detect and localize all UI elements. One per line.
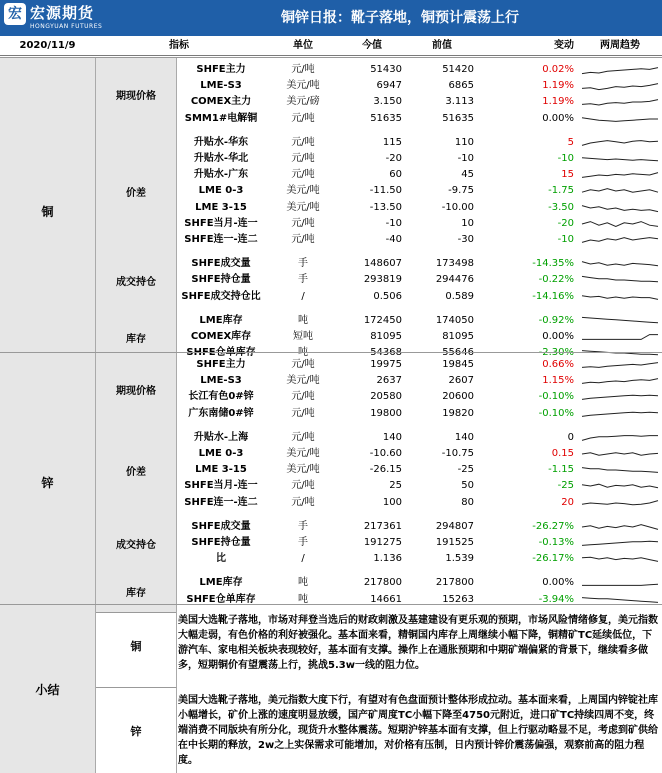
indicator-name: 广东南储0#锌 xyxy=(188,407,254,419)
table-row xyxy=(176,329,662,345)
copper-group-label: 库存 xyxy=(96,309,177,367)
change-value: -10 xyxy=(557,234,574,245)
indicator-name: SMM1#电解铜 xyxy=(184,112,258,124)
trend-line xyxy=(582,453,658,455)
prev-value: 19845 xyxy=(442,359,474,370)
indicator-unit: 元/吨 xyxy=(291,359,315,370)
today-value: 148607 xyxy=(363,258,402,270)
today-value: 2637 xyxy=(376,375,402,387)
copper-metal-label: 铜 xyxy=(0,58,96,365)
zinc-group-label: 价差 xyxy=(96,426,177,516)
today-value: 115 xyxy=(382,136,402,148)
trend-sparkline xyxy=(580,152,660,166)
indicator-unit: / xyxy=(301,290,305,302)
today-value: 0.506 xyxy=(373,290,402,302)
prev-value: 50 xyxy=(461,480,474,492)
indicator-unit: 元/吨 xyxy=(291,234,315,245)
trend-line xyxy=(582,541,658,545)
summary-label: 小结 xyxy=(0,605,96,773)
prev-value: 6865 xyxy=(448,80,474,92)
change-value: 15 xyxy=(561,169,574,181)
today-value: 6947 xyxy=(376,80,402,92)
trend-line xyxy=(582,205,658,211)
table-row xyxy=(176,200,662,216)
indicator-name: SHFE主力 xyxy=(196,359,246,370)
trend-line xyxy=(582,500,658,504)
table-row xyxy=(176,135,662,151)
table-row xyxy=(176,94,662,110)
trend-sparkline xyxy=(580,520,660,534)
report-title: 铜锌日报：靴子落地，铜预计震荡上行 xyxy=(281,10,519,26)
column-today: 今值 xyxy=(362,40,382,51)
trend-sparkline xyxy=(580,330,660,344)
logo-mark-icon: 宏 xyxy=(4,3,26,25)
trend-line xyxy=(582,221,658,226)
prev-value: 19820 xyxy=(442,407,474,419)
trend-line xyxy=(582,295,658,299)
indicator-name: SHFE成交量 xyxy=(191,258,251,270)
trend-sparkline xyxy=(580,407,660,421)
trend-line xyxy=(582,468,658,473)
trend-sparkline xyxy=(580,496,660,510)
zinc-group-label: 库存 xyxy=(96,571,177,612)
trend-line xyxy=(582,262,658,266)
change-value: -0.13% xyxy=(538,537,574,548)
change-value: 0.02% xyxy=(542,64,574,75)
summary-copper-label: 铜 xyxy=(96,605,177,688)
trend-line xyxy=(582,585,658,586)
indicator-name: LME 3-15 xyxy=(195,464,247,476)
change-value: -2.30% xyxy=(538,347,574,359)
column-unit: 单位 xyxy=(293,40,313,51)
indicator-unit: 手 xyxy=(298,258,308,270)
change-value: -26.27% xyxy=(532,520,574,532)
trend-sparkline xyxy=(580,168,660,182)
trend-line xyxy=(582,396,658,400)
trend-line xyxy=(582,189,658,193)
indicator-unit: 美元/吨 xyxy=(286,201,320,213)
today-value: 217800 xyxy=(363,577,402,589)
trend-sparkline xyxy=(580,257,660,271)
indicator-unit: 元/吨 xyxy=(291,431,315,443)
today-value: -20 xyxy=(385,153,402,164)
trend-sparkline xyxy=(580,576,660,590)
change-value: -3.94% xyxy=(538,593,574,605)
column-prev: 前值 xyxy=(432,40,452,51)
change-value: -0.10% xyxy=(538,391,574,403)
indicator-name: LME 0-3 xyxy=(198,185,244,197)
column-trend: 两周趋势 xyxy=(600,40,640,51)
indicator-unit: 手 xyxy=(298,537,308,548)
today-value: -26.15 xyxy=(369,464,402,476)
copper-group-label: 期现价格 xyxy=(96,58,177,132)
prev-value: 1.539 xyxy=(445,553,474,565)
trend-sparkline xyxy=(580,95,660,109)
table-row xyxy=(176,313,662,329)
indicator-unit: 元/吨 xyxy=(291,407,315,419)
indicator-name: SHFE连一-连二 xyxy=(184,496,258,508)
indicator-name: LME 0-3 xyxy=(198,448,244,459)
trend-line xyxy=(582,68,658,74)
change-value: -14.16% xyxy=(532,290,574,302)
indicator-name: COMEX库存 xyxy=(190,331,252,342)
table-row xyxy=(176,216,662,232)
summary-copper-text: 美国大选靴子落地，市场对拜登当选后的财政刺激及基建建设有更乐观的预期，市场风险情绪修复，美元指数大幅走弱，有色价格的利好被强化。基本面来看，精铜国内库存上周继续小幅下降，铜精矿TC延续低位，下游汽车、家电相关板块表现较好，基本面有支撑。操作上在通胀预期和中期矿端偏紧的背景下，继续看多做多，短期铜价有望震荡上行，挑战5.3w一线的阻力位。 xyxy=(178,615,658,671)
trend-sparkline xyxy=(580,536,660,550)
indicator-name: SHFE持仓量 xyxy=(191,274,251,286)
table-row xyxy=(176,272,662,288)
indicator-name: SHFE主力 xyxy=(196,64,246,75)
trend-sparkline xyxy=(580,552,660,566)
prev-value: -10.00 xyxy=(441,201,474,213)
today-value: 217361 xyxy=(363,520,402,532)
table-row xyxy=(176,551,662,567)
trend-sparkline xyxy=(580,431,660,445)
table-row xyxy=(176,232,662,248)
indicator-name: LME-S3 xyxy=(200,375,242,387)
prev-value: 45 xyxy=(461,169,474,181)
change-value: 5 xyxy=(567,136,574,148)
table-row xyxy=(176,62,662,78)
table-row xyxy=(176,111,662,127)
prev-value: 3.113 xyxy=(445,96,474,108)
indicator-name: SHFE成交量 xyxy=(191,520,251,532)
indicator-unit: 吨 xyxy=(298,314,308,326)
today-value: 19975 xyxy=(370,359,402,370)
trend-line xyxy=(582,524,658,529)
indicator-name: LME库存 xyxy=(199,314,243,326)
today-value: 51635 xyxy=(370,112,402,124)
trend-line xyxy=(582,363,658,368)
today-value: 293819 xyxy=(363,274,402,286)
prev-value: 2607 xyxy=(448,375,474,387)
change-value: 0.00% xyxy=(542,331,574,342)
trend-sparkline xyxy=(580,79,660,93)
indicator-name: 升贴水-广东 xyxy=(193,169,249,181)
prev-value: 15263 xyxy=(442,593,474,605)
indicator-name: SHFE持仓量 xyxy=(191,537,251,548)
table-row xyxy=(176,446,662,462)
today-value: 54368 xyxy=(370,347,402,359)
zinc-metal-label: 锌 xyxy=(0,353,96,612)
table-row xyxy=(176,167,662,183)
indicator-unit: 元/吨 xyxy=(291,391,315,403)
indicator-unit: 元/吨 xyxy=(291,64,315,75)
table-row xyxy=(176,430,662,446)
today-value: -11.50 xyxy=(369,185,402,197)
indicator-name: 比 xyxy=(216,553,226,565)
prev-value: 294476 xyxy=(435,274,474,286)
change-value: -3.50 xyxy=(548,201,574,213)
indicator-unit: 元/吨 xyxy=(291,169,315,181)
prev-value: 81095 xyxy=(442,331,474,342)
indicator-unit: 美元/吨 xyxy=(286,80,320,92)
today-value: 20580 xyxy=(370,391,402,403)
prev-value: 294807 xyxy=(435,520,474,532)
table-row xyxy=(176,462,662,478)
indicator-unit: 元/吨 xyxy=(291,480,315,492)
prev-value: 173498 xyxy=(435,258,474,270)
change-value: 1.15% xyxy=(542,375,574,387)
table-row xyxy=(176,495,662,511)
prev-value: -10 xyxy=(457,153,474,164)
summary-zinc-label: 锌 xyxy=(96,688,177,773)
indicator-name: 升贴水-华北 xyxy=(193,153,249,164)
indicator-unit: 吨 xyxy=(298,593,308,605)
prev-value: -10.75 xyxy=(441,448,474,459)
change-value: -10 xyxy=(557,153,574,164)
table-row xyxy=(176,575,662,591)
today-value: 81095 xyxy=(370,331,402,342)
indicator-name: LME库存 xyxy=(199,577,243,589)
today-value: 60 xyxy=(389,169,402,181)
trend-line xyxy=(582,173,658,178)
summary-section xyxy=(0,604,662,773)
trend-sparkline xyxy=(580,233,660,247)
indicator-unit: 手 xyxy=(298,520,308,532)
change-value: -0.92% xyxy=(538,314,574,326)
trend-sparkline xyxy=(580,217,660,231)
indicator-name: 升贴水-华东 xyxy=(193,136,249,148)
prev-value: 140 xyxy=(454,431,474,443)
indicator-name: COMEX主力 xyxy=(190,96,252,108)
change-value: -1.15 xyxy=(548,464,574,476)
table-row xyxy=(176,373,662,389)
indicator-name: SHFE当月-连一 xyxy=(184,217,258,229)
indicator-name: LME-S3 xyxy=(200,80,242,92)
change-value: -26.17% xyxy=(532,553,574,565)
today-value: -10 xyxy=(385,217,402,229)
indicator-unit: 美元/磅 xyxy=(286,96,320,108)
trend-sparkline xyxy=(580,136,660,150)
indicator-unit: 美元/吨 xyxy=(286,185,320,197)
indicator-unit: 美元/吨 xyxy=(286,375,320,387)
change-value: -0.10% xyxy=(538,407,574,419)
trend-sparkline xyxy=(580,314,660,328)
indicator-unit: 元/吨 xyxy=(291,136,315,148)
indicator-name: 长江有色0#锌 xyxy=(188,391,254,403)
indicator-unit: 吨 xyxy=(298,577,308,589)
prev-value: -30 xyxy=(457,234,474,245)
report-header xyxy=(0,0,662,36)
indicator-unit: 短吨 xyxy=(293,331,313,342)
trend-line xyxy=(582,100,658,105)
table-row xyxy=(176,535,662,551)
trend-sparkline xyxy=(580,447,660,461)
change-value: 1.19% xyxy=(542,80,574,92)
today-value: 172450 xyxy=(363,314,402,326)
table-row xyxy=(176,478,662,494)
indicator-unit: 元/吨 xyxy=(291,153,315,164)
trend-line xyxy=(582,379,658,384)
prev-value: 110 xyxy=(454,136,474,148)
trend-line xyxy=(582,238,658,243)
trend-sparkline xyxy=(580,390,660,404)
change-value: 0.00% xyxy=(542,112,574,124)
table-row xyxy=(176,256,662,272)
trend-line xyxy=(582,412,658,416)
today-value: 51430 xyxy=(370,64,402,75)
indicator-unit: 手 xyxy=(298,274,308,286)
change-value: 1.19% xyxy=(542,96,574,108)
change-value: -20 xyxy=(557,217,574,229)
today-value: -40 xyxy=(385,234,402,245)
logo-name-cn: 宏源期货 xyxy=(30,4,95,22)
indicator-name: LME 3-15 xyxy=(195,201,247,213)
column-indicator: 指标 xyxy=(169,40,189,51)
trend-line xyxy=(582,277,658,282)
change-value: 0 xyxy=(567,431,574,443)
trend-sparkline xyxy=(580,273,660,287)
prev-value: 217800 xyxy=(435,577,474,589)
today-value: 19800 xyxy=(370,407,402,419)
prev-value: 51420 xyxy=(442,64,474,75)
prev-value: 191525 xyxy=(435,537,474,548)
prev-value: 55646 xyxy=(442,347,474,359)
column-date: 2020/11/9 xyxy=(19,40,76,51)
zinc-group-label: 期现价格 xyxy=(96,353,177,427)
prev-value: 51635 xyxy=(442,112,474,124)
trend-line xyxy=(582,140,658,145)
indicator-name: SHFE仓单库存 xyxy=(186,347,256,359)
today-value: 191275 xyxy=(363,537,402,548)
table-row xyxy=(176,78,662,94)
trend-line xyxy=(582,158,658,161)
prev-value: 174050 xyxy=(435,314,474,326)
indicator-name: SHFE当月-连一 xyxy=(184,480,258,492)
copper-group-label: 价差 xyxy=(96,131,177,253)
trend-line xyxy=(582,84,658,90)
trend-sparkline xyxy=(580,201,660,215)
logo-name-en: HONGYUAN FUTURES xyxy=(30,23,103,30)
prev-value: 80 xyxy=(461,496,474,508)
today-value: 140 xyxy=(382,431,402,443)
trend-line xyxy=(582,435,658,440)
table-row xyxy=(176,357,662,373)
trend-sparkline xyxy=(580,112,660,126)
table-row xyxy=(176,406,662,422)
zinc-group-label: 成交持仓 xyxy=(96,515,177,573)
table-row xyxy=(176,183,662,199)
change-value: 0.00% xyxy=(542,577,574,589)
indicator-name: SHFE连一-连二 xyxy=(184,234,258,245)
today-value: -10.60 xyxy=(369,448,402,459)
indicator-unit: 元/吨 xyxy=(291,496,315,508)
trend-line xyxy=(582,557,658,561)
column-change: 变动 xyxy=(554,40,574,51)
prev-value: 20600 xyxy=(442,391,474,403)
prev-value: 10 xyxy=(461,217,474,229)
trend-sparkline xyxy=(580,479,660,493)
prev-value: 0.589 xyxy=(445,290,474,302)
indicator-unit: 吨 xyxy=(298,347,308,359)
table-row xyxy=(176,519,662,535)
indicator-unit: / xyxy=(301,553,305,565)
today-value: -13.50 xyxy=(369,201,402,213)
trend-sparkline xyxy=(580,463,660,477)
trend-sparkline xyxy=(580,63,660,77)
indicator-name: SHFE成交持仓比 xyxy=(181,290,261,302)
indicator-unit: 美元/吨 xyxy=(286,464,320,476)
copper-section xyxy=(0,57,662,359)
company-logo xyxy=(4,3,114,33)
change-value: 0.15 xyxy=(551,448,574,459)
change-value: -14.35% xyxy=(532,258,574,270)
summary-zinc-text: 美国大选靴子落地，美元指数大度下行，有望对有色盘面预计整体形成拉动。基本面来看，上周国内锌锭社库小幅增长，矿价上涨的速度明显放缓，国产矿周度TC小幅下降至4750元附近，进口矿TC持续四周不变，终端消费不同版块有所分化，现货升水整体震荡。短期沪锌基本面有支撑，但上行驱动略显不足，考虑到矿供给在中长期的释放，2w之上实保需求可能增加，对价格有压制，日内预计锌价震荡偏强，观察前高的阻力程度。 xyxy=(178,695,658,766)
today-value: 1.136 xyxy=(373,553,402,565)
trend-sparkline xyxy=(580,374,660,388)
trend-sparkline xyxy=(580,184,660,198)
indicator-name: SHFE仓单库存 xyxy=(186,593,256,605)
trend-line xyxy=(582,485,658,489)
indicator-unit: 元/吨 xyxy=(291,217,315,229)
prev-value: -25 xyxy=(457,464,474,476)
change-value: -0.22% xyxy=(538,274,574,286)
table-row xyxy=(176,151,662,167)
trend-line xyxy=(582,335,658,340)
trend-sparkline xyxy=(580,358,660,372)
prev-value: -9.75 xyxy=(448,185,474,197)
change-value: 20 xyxy=(561,496,574,508)
indicator-name: 升贴水-上海 xyxy=(193,431,249,443)
indicator-unit: 美元/吨 xyxy=(286,448,320,459)
change-value: -1.75 xyxy=(548,185,574,197)
trend-sparkline xyxy=(580,290,660,304)
copper-group-label: 成交持仓 xyxy=(96,252,177,310)
table-row xyxy=(176,289,662,305)
table-row xyxy=(176,389,662,405)
trend-line xyxy=(582,117,658,121)
header-divider xyxy=(0,55,662,56)
trend-line xyxy=(582,317,658,322)
today-value: 100 xyxy=(382,496,402,508)
today-value: 25 xyxy=(389,480,402,492)
change-value: 0.66% xyxy=(542,359,574,370)
indicator-unit: 元/吨 xyxy=(291,112,315,124)
trend-line xyxy=(582,597,658,602)
today-value: 3.150 xyxy=(373,96,402,108)
today-value: 14661 xyxy=(370,593,402,605)
change-value: -25 xyxy=(557,480,574,492)
